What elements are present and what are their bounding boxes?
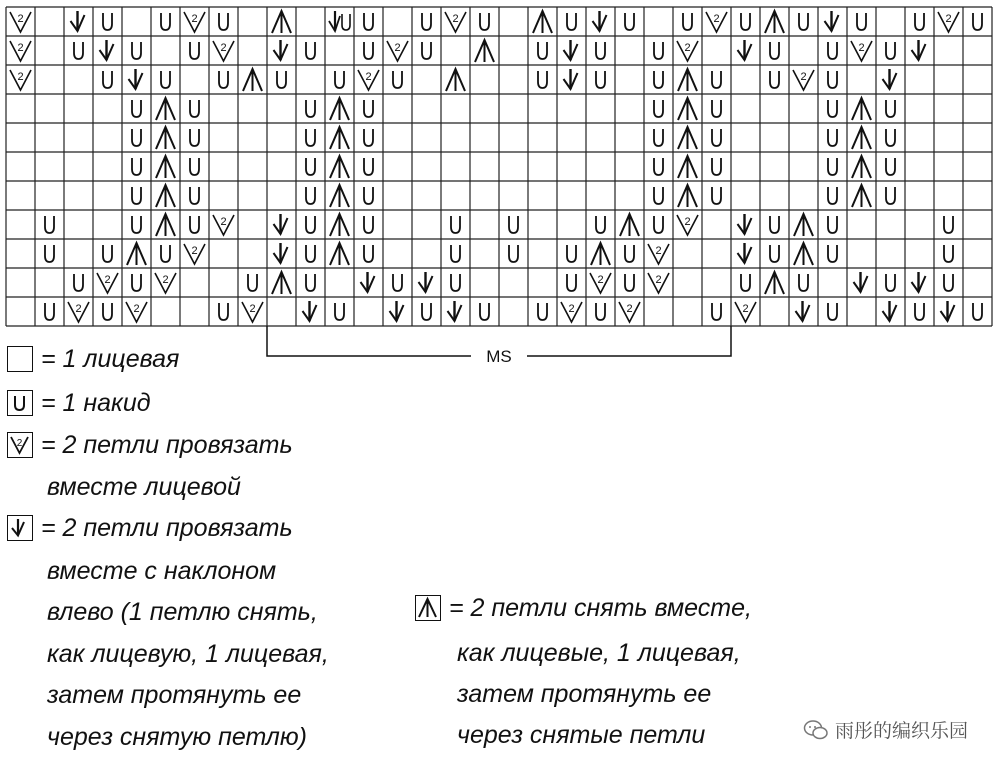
yarn-over-icon xyxy=(712,71,721,88)
yarn-over-icon xyxy=(277,71,286,88)
k2tog-icon xyxy=(213,215,234,235)
legend-ssk-line-4: как лицевую, 1 лицевая, xyxy=(47,640,329,668)
watermark-text: 雨彤的编织乐园 xyxy=(834,720,968,742)
yarn-over-icon xyxy=(857,13,866,30)
ssk-arrow-icon xyxy=(912,272,926,292)
yarn-over-icon xyxy=(422,13,431,30)
sk2p-icon xyxy=(591,243,610,265)
svg-text:2: 2 xyxy=(249,303,256,315)
yarn-over-icon xyxy=(45,216,54,233)
yarn-over-icon xyxy=(190,100,199,117)
yarn-over-icon xyxy=(306,100,315,117)
yarn-over-icon xyxy=(828,158,837,175)
yarn-over-icon xyxy=(364,13,373,30)
yarn-over-icon xyxy=(7,390,33,416)
k2tog-icon xyxy=(851,41,872,61)
sk2p-icon xyxy=(330,243,349,265)
k2tog-icon xyxy=(242,302,263,322)
ssk-arrow-icon xyxy=(448,301,462,321)
svg-text:2: 2 xyxy=(162,274,169,286)
yarn-over-icon xyxy=(538,71,547,88)
ssk-arrow-icon xyxy=(796,301,810,321)
yarn-over-icon xyxy=(915,303,924,320)
sk2p-icon xyxy=(330,156,349,178)
yarn-over-icon xyxy=(480,303,489,320)
yarn-over-icon xyxy=(451,274,460,291)
yarn-over-icon xyxy=(364,216,373,233)
yarn-over-icon xyxy=(596,42,605,59)
yarn-over-icon xyxy=(886,187,895,204)
yarn-over-icon xyxy=(364,129,373,146)
yarn-over-icon xyxy=(654,216,663,233)
yarn-over-icon xyxy=(451,245,460,262)
yarn-over-icon xyxy=(828,245,837,262)
yarn-over-icon xyxy=(770,42,779,59)
yarn-over-icon xyxy=(132,274,141,291)
yarn-over-icon xyxy=(509,216,518,233)
ssk-arrow-icon xyxy=(274,243,288,263)
yarn-over-icon xyxy=(712,129,721,146)
k2tog-icon xyxy=(184,12,205,32)
ssk-arrow-icon xyxy=(7,515,33,541)
yarn-over-icon xyxy=(190,42,199,59)
ssk-arrow-icon xyxy=(854,272,868,292)
yarn-over-icon xyxy=(364,245,373,262)
yarn-over-icon xyxy=(103,245,112,262)
legend-yarn-over-text: = 1 накид xyxy=(41,389,151,417)
sk2p-icon xyxy=(852,127,871,149)
legend-knit-text: = 1 лицевая xyxy=(41,345,180,373)
ssk-arrow-icon xyxy=(941,301,955,321)
yarn-over-icon xyxy=(306,42,315,59)
wechat-icon xyxy=(803,719,829,741)
ssk-arrow-icon xyxy=(71,11,85,31)
sk2p-icon xyxy=(765,272,784,294)
legend-sk2p-line-2: как лицевые, 1 лицевая, xyxy=(457,639,741,667)
yarn-over-icon xyxy=(306,158,315,175)
yarn-over-icon xyxy=(161,13,170,30)
k2tog-icon xyxy=(706,12,727,32)
yarn-over-icon xyxy=(654,187,663,204)
yarn-over-icon xyxy=(306,245,315,262)
legend-sk2p-line-4: через снятые петли xyxy=(457,721,706,749)
k2tog-icon xyxy=(184,244,205,264)
yarn-over-icon xyxy=(828,100,837,117)
yarn-over-icon xyxy=(306,129,315,146)
legend-ssk-line-3: влево (1 петлю снять, xyxy=(47,598,318,626)
ssk-arrow-icon xyxy=(738,243,752,263)
yarn-over-icon xyxy=(190,216,199,233)
yarn-over-icon xyxy=(132,100,141,117)
legend-ssk-line-5: затем протянуть ее xyxy=(47,681,302,709)
legend-k2tog-line-1: = 2 петли провязать xyxy=(41,431,293,459)
ssk-arrow-icon xyxy=(274,214,288,234)
ssk-arrow-icon xyxy=(361,272,375,292)
yarn-over-icon xyxy=(567,13,576,30)
yarn-over-icon xyxy=(683,13,692,30)
yarn-over-icon xyxy=(248,274,257,291)
yarn-over-icon xyxy=(596,71,605,88)
yarn-over-icon xyxy=(567,274,576,291)
k2tog-icon xyxy=(68,302,89,322)
ssk-arrow-icon xyxy=(129,69,143,89)
ssk-arrow-icon xyxy=(738,40,752,60)
yarn-over-icon xyxy=(828,216,837,233)
yarn-over-icon xyxy=(886,158,895,175)
svg-text:2: 2 xyxy=(17,71,24,83)
ssk-arrow-icon xyxy=(390,301,404,321)
yarn-over-icon xyxy=(335,71,344,88)
sk2p-icon xyxy=(243,69,262,91)
yarn-over-icon xyxy=(364,158,373,175)
legend-sk2p-line-1: = 2 петли снять вместе, xyxy=(449,594,752,622)
yarn-over-icon xyxy=(132,129,141,146)
yarn-over-icon xyxy=(770,71,779,88)
yarn-over-icon xyxy=(45,245,54,262)
svg-text:2: 2 xyxy=(742,303,749,315)
yarn-over-icon xyxy=(451,216,460,233)
ssk-arrow-icon xyxy=(303,301,317,321)
sk2p-icon xyxy=(678,156,697,178)
yarn-over-icon xyxy=(886,274,895,291)
yarn-over-icon xyxy=(770,245,779,262)
yarn-over-icon xyxy=(712,158,721,175)
svg-text:2: 2 xyxy=(655,245,662,257)
yarn-over-icon xyxy=(335,303,344,320)
yarn-over-icon xyxy=(422,303,431,320)
ssk-arrow-icon xyxy=(883,69,897,89)
k2tog-icon xyxy=(677,41,698,61)
yarn-over-icon xyxy=(306,216,315,233)
sk2p-icon xyxy=(330,185,349,207)
k2tog-icon xyxy=(155,273,176,293)
sk2p-icon xyxy=(678,127,697,149)
k2tog-icon xyxy=(10,41,31,61)
yarn-over-icon xyxy=(654,42,663,59)
ssk-arrow-icon xyxy=(593,11,607,31)
sk2p-icon xyxy=(446,69,465,91)
yarn-over-icon xyxy=(74,274,83,291)
svg-text:2: 2 xyxy=(655,274,662,286)
yarn-over-icon xyxy=(190,129,199,146)
svg-text:2: 2 xyxy=(597,274,604,286)
svg-text:2: 2 xyxy=(191,13,198,25)
k2tog-icon xyxy=(445,12,466,32)
yarn-over-icon xyxy=(654,71,663,88)
legend-ssk-line-6: через снятую петлю) xyxy=(47,723,307,751)
yarn-over-icon xyxy=(480,13,489,30)
ssk-arrow-icon xyxy=(100,40,114,60)
svg-text:2: 2 xyxy=(220,42,227,54)
yarn-over-icon xyxy=(625,274,634,291)
yarn-over-icon xyxy=(828,71,837,88)
sk2p-icon xyxy=(330,127,349,149)
ssk-arrow-icon xyxy=(274,40,288,60)
legend-sk2p xyxy=(415,592,752,629)
svg-text:2: 2 xyxy=(104,274,111,286)
sk2p-icon xyxy=(156,127,175,149)
yarn-over-icon xyxy=(306,187,315,204)
sk2p-icon xyxy=(475,40,494,62)
legend-sk2p-line-3: затем протянуть ее xyxy=(457,680,712,708)
k2tog-icon xyxy=(7,432,33,458)
yarn-over-icon xyxy=(944,245,953,262)
sk2p-icon xyxy=(533,11,552,33)
svg-text:2: 2 xyxy=(16,438,23,449)
yarn-over-icon xyxy=(538,303,547,320)
svg-text:2: 2 xyxy=(626,303,633,315)
ssk-yo-icon xyxy=(329,11,350,31)
yarn-over-icon xyxy=(828,42,837,59)
yarn-over-icon xyxy=(219,303,228,320)
svg-text:2: 2 xyxy=(452,13,459,25)
yarn-over-icon xyxy=(45,303,54,320)
yarn-over-icon xyxy=(103,13,112,30)
yarn-over-icon xyxy=(364,187,373,204)
svg-text:2: 2 xyxy=(684,42,691,54)
k2tog-icon xyxy=(10,70,31,90)
sk2p-icon xyxy=(156,98,175,120)
k2tog-icon xyxy=(938,12,959,32)
yarn-over-icon xyxy=(828,187,837,204)
yarn-over-icon xyxy=(625,245,634,262)
ms-label: MS xyxy=(486,347,512,366)
ssk-arrow-icon xyxy=(825,11,839,31)
ssk-arrow-icon xyxy=(738,214,752,234)
yarn-over-icon xyxy=(190,158,199,175)
yarn-over-icon xyxy=(944,216,953,233)
yarn-over-icon xyxy=(886,129,895,146)
legend-knit xyxy=(7,343,179,380)
yarn-over-icon xyxy=(886,42,895,59)
sk2p-icon xyxy=(765,11,784,33)
svg-text:2: 2 xyxy=(17,13,24,25)
yarn-over-icon xyxy=(596,303,605,320)
yarn-over-icon xyxy=(944,274,953,291)
watermark xyxy=(803,716,968,743)
yarn-over-icon xyxy=(393,274,402,291)
ssk-arrow-icon xyxy=(912,40,926,60)
k2tog-icon xyxy=(358,70,379,90)
ssk-arrow-icon xyxy=(883,301,897,321)
yarn-over-icon xyxy=(393,71,402,88)
sk2p-icon xyxy=(794,214,813,236)
legend-k2tog-line-2: вместе лицевой xyxy=(47,473,241,501)
sk2p-icon xyxy=(156,214,175,236)
sk2p-icon xyxy=(852,185,871,207)
k2tog-icon xyxy=(561,302,582,322)
yarn-over-icon xyxy=(364,42,373,59)
yarn-over-icon xyxy=(161,245,170,262)
yarn-over-icon xyxy=(74,42,83,59)
yarn-over-icon xyxy=(132,187,141,204)
sk2p-icon xyxy=(156,185,175,207)
knitting-chart xyxy=(0,0,1000,370)
yarn-over-icon xyxy=(828,129,837,146)
yarn-over-icon xyxy=(509,245,518,262)
sk2p-icon xyxy=(272,272,291,294)
yarn-over-icon xyxy=(625,13,634,30)
yarn-over-icon xyxy=(103,303,112,320)
ssk-arrow-icon xyxy=(564,40,578,60)
yarn-over-icon xyxy=(103,71,112,88)
legend-ssk-line-1: = 2 петли провязать xyxy=(41,514,293,542)
sk2p-icon xyxy=(678,69,697,91)
yarn-over-icon xyxy=(799,274,808,291)
yarn-over-icon xyxy=(973,303,982,320)
sk2p-icon xyxy=(620,214,639,236)
sk2p-icon xyxy=(272,11,291,33)
svg-text:2: 2 xyxy=(191,245,198,257)
legend-k2tog xyxy=(7,429,293,466)
yarn-over-icon xyxy=(712,303,721,320)
svg-text:2: 2 xyxy=(858,42,865,54)
yarn-over-icon xyxy=(712,100,721,117)
k2tog-icon xyxy=(590,273,611,293)
sk2p-icon xyxy=(678,185,697,207)
svg-text:2: 2 xyxy=(17,42,24,54)
svg-text:2: 2 xyxy=(800,71,807,83)
ssk-arrow-icon xyxy=(564,69,578,89)
yarn-over-icon xyxy=(741,274,750,291)
svg-text:2: 2 xyxy=(75,303,82,315)
sk2p-icon xyxy=(330,98,349,120)
k2tog-icon xyxy=(97,273,118,293)
svg-text:2: 2 xyxy=(394,42,401,54)
k2tog-icon xyxy=(10,12,31,32)
k2tog-icon xyxy=(648,273,669,293)
svg-text:2: 2 xyxy=(713,13,720,25)
k2tog-icon xyxy=(387,41,408,61)
legend-ssk-line-2: вместе с наклоном xyxy=(47,557,277,585)
sk2p-icon xyxy=(330,214,349,236)
sk2p-icon xyxy=(415,595,441,621)
ms-repeat-bracket xyxy=(267,326,731,366)
yarn-over-icon xyxy=(306,274,315,291)
yarn-over-icon xyxy=(219,13,228,30)
yarn-over-icon xyxy=(828,303,837,320)
sk2p-icon xyxy=(852,98,871,120)
legend-yarn-over xyxy=(7,387,151,424)
sk2p-icon xyxy=(852,156,871,178)
k2tog-icon xyxy=(793,70,814,90)
yarn-over-icon xyxy=(886,100,895,117)
yarn-over-icon xyxy=(770,216,779,233)
yarn-over-icon xyxy=(538,42,547,59)
yarn-over-icon xyxy=(915,13,924,30)
yarn-over-icon xyxy=(422,42,431,59)
sk2p-icon xyxy=(794,243,813,265)
k2tog-icon xyxy=(126,302,147,322)
yarn-over-icon xyxy=(364,100,373,117)
yarn-over-icon xyxy=(741,13,750,30)
yarn-over-icon xyxy=(132,216,141,233)
yarn-over-icon xyxy=(654,129,663,146)
yarn-over-icon xyxy=(596,216,605,233)
k2tog-icon xyxy=(677,215,698,235)
yarn-over-icon xyxy=(712,187,721,204)
chart-grid xyxy=(6,7,992,326)
sk2p-icon xyxy=(156,156,175,178)
svg-text:2: 2 xyxy=(220,216,227,228)
legend-ssk xyxy=(7,512,293,549)
yarn-over-icon xyxy=(654,100,663,117)
yarn-over-icon xyxy=(973,13,982,30)
svg-text:2: 2 xyxy=(684,216,691,228)
yarn-over-icon xyxy=(190,187,199,204)
k2tog-icon xyxy=(735,302,756,322)
yarn-over-icon xyxy=(132,42,141,59)
svg-text:2: 2 xyxy=(133,303,140,315)
sk2p-icon xyxy=(678,98,697,120)
yarn-over-icon xyxy=(161,71,170,88)
knit-symbol-icon xyxy=(7,346,33,372)
yarn-over-icon xyxy=(219,71,228,88)
yarn-over-icon xyxy=(799,13,808,30)
svg-text:2: 2 xyxy=(945,13,952,25)
k2tog-icon xyxy=(213,41,234,61)
k2tog-icon xyxy=(619,302,640,322)
svg-text:2: 2 xyxy=(365,71,372,83)
sk2p-icon xyxy=(127,243,146,265)
yarn-over-icon xyxy=(132,158,141,175)
yarn-over-icon xyxy=(567,245,576,262)
yarn-over-icon xyxy=(654,158,663,175)
svg-text:2: 2 xyxy=(568,303,575,315)
k2tog-icon xyxy=(648,244,669,264)
ssk-arrow-icon xyxy=(419,272,433,292)
